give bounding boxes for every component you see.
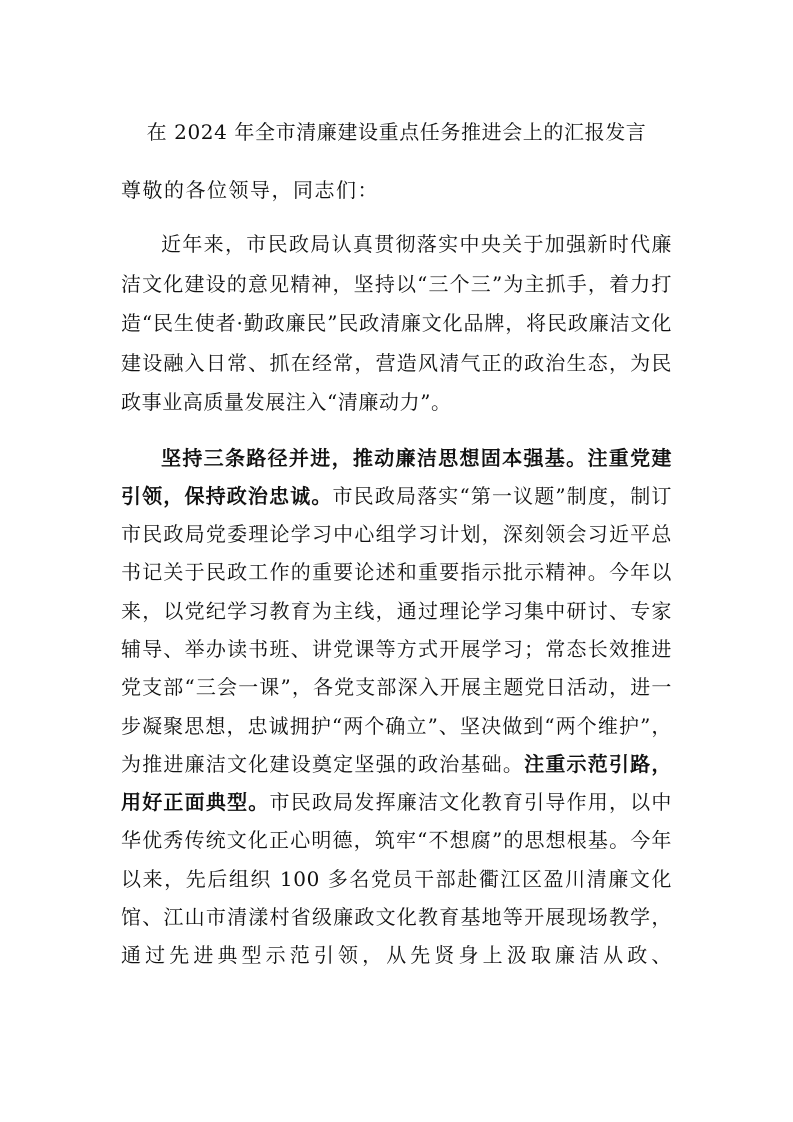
paragraph-section-one (121, 439, 672, 975)
subsection-heading-role-models: 注重示范引路，用好正面典型。 (121, 751, 673, 815)
salutation: 尊敬的各位领导，同志们： (121, 178, 379, 202)
subsection-text-party-building: 市民政局落实“第一议题”制度，制订市民政局党委理论学习中心组学习计划，深刻领会习近平总书记关于民政工作的重要论述和重要指示批示精神。今年以来，以党纪学习教育为主线，通过理论学习集中研讨、专家辅导、举办读书班、讲党课等方式开展学习；常态长效推进党支部“三会一课”，各党支部深入开展主题党日活动，进一步凝聚思想，忠诚拥护“两个确立”、坚决做到“两个维护”，为推进廉洁文化建设奠定坚强的政治基础。 (121, 483, 673, 776)
subsection-text-role-models: 市民政局发挥廉洁文化教育引导作用，以中华优秀传统文化正心明德，筑牢“不想腐”的思想根基。今年以来，先后组织 100 多名党员干部赴衢江区盈川清廉文化馆、江山市清漾村省级廉政文化教育基地等开展现场教学，通过先进典型示范引领，从先贤身上汲取廉洁从政、 (121, 790, 672, 968)
paragraph-intro: 近年来，市民政局认真贯彻落实中央关于加强新时代廉洁文化建设的意见精神，坚持以“三个三”为主抓手，着力打造“民生使者·勤政廉民”民政清廉文化品牌，将民政廉洁文化建设融入日常、抓在经常，营造风清气正的政治生态，为民政事业高质量发展注入“清廉动力”。 (121, 232, 672, 414)
subsection-heading-party-building: 注重党建引领，保持政治忠诚。 (121, 445, 673, 508)
section-heading: 坚持三条路径并进，推动廉洁思想固本强基。 (161, 445, 588, 470)
document-title: 在 2024 年全市清廉建设重点任务推进会上的汇报发言 (146, 120, 647, 144)
